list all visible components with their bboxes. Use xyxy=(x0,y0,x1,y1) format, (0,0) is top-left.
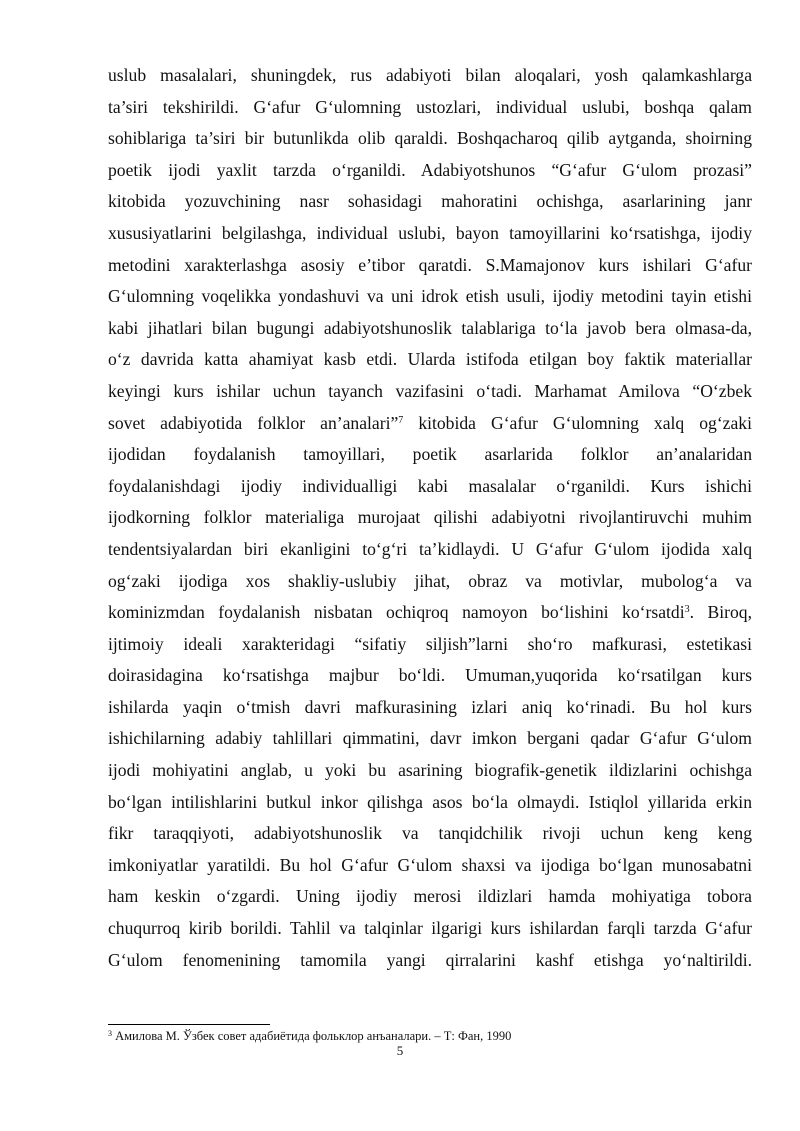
text-line-with-footnote-ref xyxy=(108,597,752,629)
text-line-with-footnote-ref xyxy=(108,408,752,440)
text-line: metodini xarakterlashga asosiy e’tibor qaratdi. S.Mamajonov kurs ishilari G‘afur xyxy=(108,254,752,275)
text-line: ishichilarning adabiy tahlillari qimmatini, davr imkon bergani qadar G‘afur G‘ulom xyxy=(108,728,752,749)
text-segment: kominizmdan foydalanish nisbatan ochiqroq namoyon bo‘lishini ko‘rsatdi xyxy=(108,602,685,623)
text-segment: kitobida G‘afur G‘ulomning xalq og‘zaki xyxy=(403,412,752,433)
text-line: keyingi kurs ishilar uchun tayanch vazifasini o‘tadi. Marhamat Amilova “O‘zbek xyxy=(108,380,752,401)
text-line: fikr taraqqiyoti, adabiyotshunoslik va tanqidchilik rivoji uchun keng keng xyxy=(108,823,752,844)
footnote xyxy=(108,1028,748,1044)
text-line: doirasidagina ko‘rsatishga majbur bo‘ldi. Umuman,yuqorida ko‘rsatilgan kurs xyxy=(108,665,752,686)
text-line: ijodkorning folklor materialiga murojaat qilishi adabiyotni rivojlantiruvchi muhim xyxy=(108,507,752,528)
text-line: kabi jihatlari bilan bugungi adabiyotshunoslik talablariga to‘la javob bera olmasa-da, xyxy=(108,317,752,338)
footnote-text: Амилова М. Ўзбек совет адабиётида фольклор анъаналари. – Т: Фан, 1990 xyxy=(112,1029,512,1043)
text-line: chuqurroq kirib borildi. Tahlil va talqinlar ilgarigi kurs ishilardan farqli tarzda G‘afur xyxy=(108,918,752,939)
text-segment: sovet adabiyotida folklor an’analari” xyxy=(108,412,399,433)
page-number: 5 xyxy=(396,1043,404,1058)
text-line: ham keskin o‘zgardi. Uning ijodiy merosi ildizlari hamda mohiyatiga tobora xyxy=(108,886,752,907)
footnote-reference: 3 xyxy=(684,604,690,616)
text-line: foydalanishdagi ijodiy individualligi kabi masalalar o‘rganildi. Kurs ishichi xyxy=(108,475,752,496)
footnote-marker: 3 xyxy=(108,1029,112,1038)
text-line: tendentsiyalardan biri ekanligini to‘g‘ri ta’kidlaydi. U G‘afur G‘ulom ijodida xalq xyxy=(108,538,752,559)
text-line: ta’siri tekshirildi. G‘afur G‘ulomning ustozlari, individual uslubi, boshqa qalam xyxy=(108,96,752,117)
text-line: imkoniyatlar yaratildi. Bu hol G‘afur G‘ulom shaxsi va ijodiga bo‘lgan munosabatni xyxy=(108,854,752,875)
text-line: xususiyatlarini belgilashga, individual uslubi, bayon tamoyillarini ko‘rsatishga, ijodiy xyxy=(108,222,752,243)
text-line: bo‘lgan intilishlarini butkul inkor qilishga asos bo‘la olmaydi. Istiqlol yillarida erkin xyxy=(108,791,752,812)
text-line: uslub masalalari, shuningdek, rus adabiyoti bilan aloqalari, yosh qalamkashlarga xyxy=(108,65,752,85)
text-line: G‘ulomning voqelikka yondashuvi va uni idrok etish usuli, ijodiy metodini tayin etishi xyxy=(108,286,752,307)
text-line: og‘zaki ijodiga xos shakliy-uslubiy jihat, obraz va motivlar, mubolog‘a va xyxy=(108,570,752,591)
text-segment: . Biroq, xyxy=(689,602,753,623)
text-line: ijtimoiy ideali xarakteridagi “sifatiy siljish”larni sho‘ro mafkurasi, estetikasi xyxy=(108,633,752,654)
footnote-reference: 7 xyxy=(398,414,404,426)
footnote-separator xyxy=(108,1024,270,1025)
text-line: G‘ulom fenomenining tamomila yangi qirralarini kashf etishga yo‘naltirildi. xyxy=(108,949,752,970)
text-line: ijodidan foydalanish tamoyillari, poetik asarlarida folklor an’analaridan xyxy=(108,444,752,465)
text-line: ishilarda yaqin o‘tmish davri mafkurasining izlari aniq ko‘rinadi. Bu hol kurs xyxy=(108,696,752,717)
text-line: kitobida yozuvchining nasr sohasidagi mahoratini ochishga, asarlarining janr xyxy=(108,191,752,212)
text-line: sohiblariga ta’siri bir butunlikda olib qaraldi. Boshqacharoq qilib aytganda, shoirning xyxy=(108,128,752,149)
text-line: ijodi mohiyatini anglab, u yoki bu asarining biografik-genetik ildizlarini ochishga xyxy=(108,760,752,781)
text-line: poetik ijodi yaxlit tarzda o‘rganildi. Adabiyotshunos “G‘afur G‘ulom prozasi” xyxy=(108,159,752,180)
body-text xyxy=(108,60,752,976)
text-line: o‘z davrida katta ahamiyat kasb etdi. Ularda istifoda etilgan boy faktik materiallar xyxy=(108,349,752,370)
